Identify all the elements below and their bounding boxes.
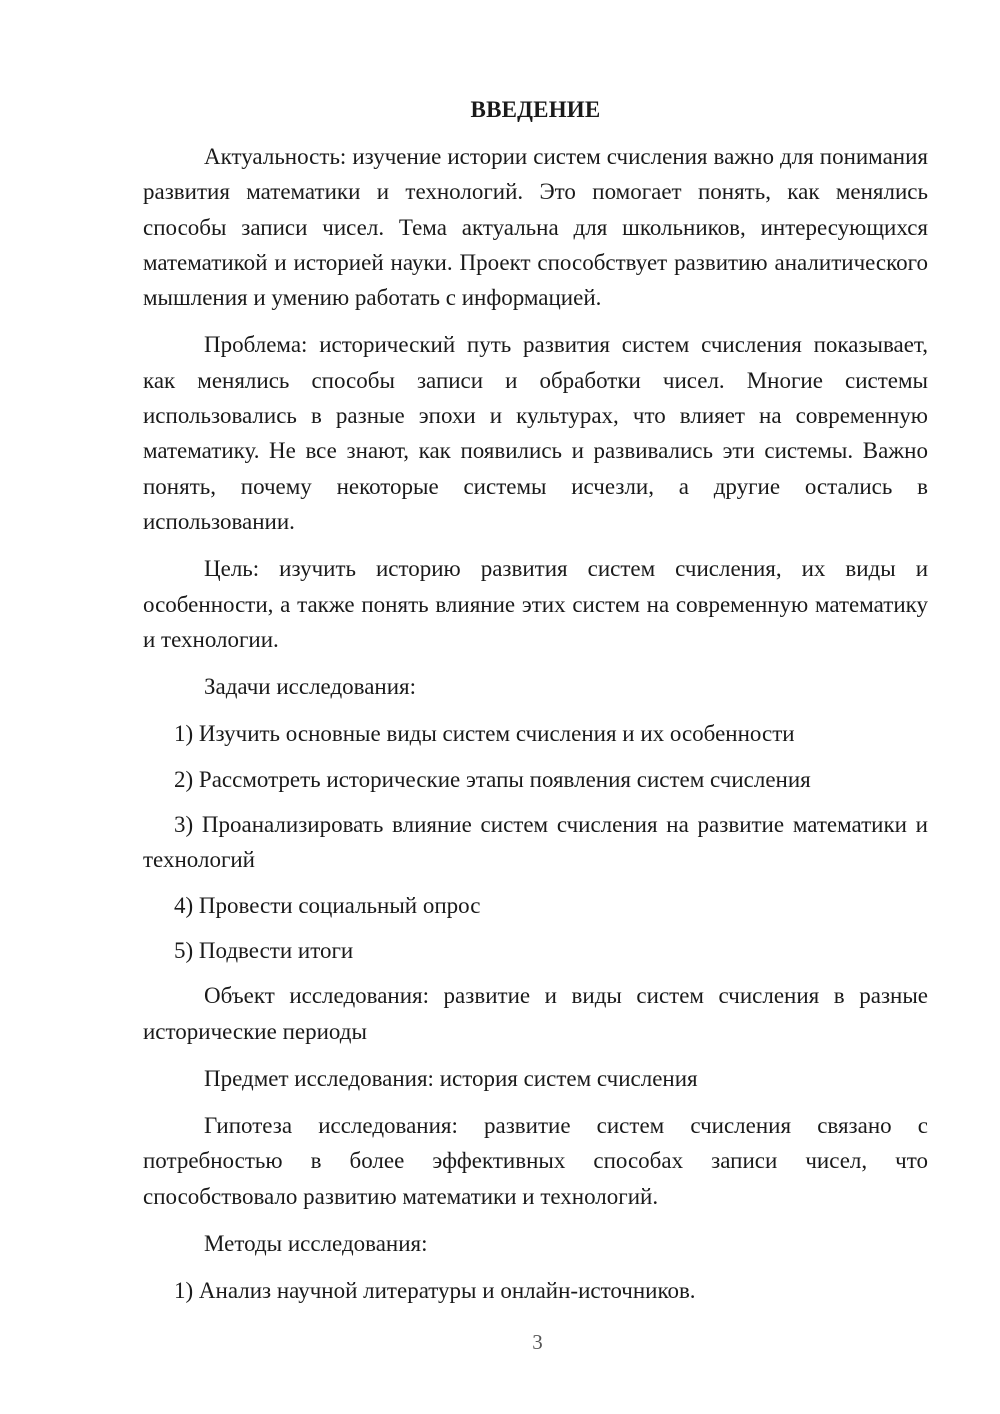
task-item: 2) Рассмотреть исторические этапы появления систем счисления <box>174 766 811 792</box>
tasks-heading: Задачи исследования: <box>204 674 417 700</box>
task-item: 4) Провести социальный опрос <box>174 892 481 918</box>
task-item: 1) Изучить основные виды систем счисления и их особенности <box>174 721 795 747</box>
page-content <box>143 92 928 1319</box>
object-paragraph: Объект исследования: развитие и виды систем счисления в разные исторические периоды <box>143 983 928 1044</box>
task-item: 5) Подвести итоги <box>174 937 354 963</box>
method-item: 1) Анализ научной литературы и онлайн-источников. <box>174 1278 696 1304</box>
section-title: ВВЕДЕНИЕ <box>470 97 601 122</box>
relevance-paragraph: Актуальность: изучение истории систем счисления важно для понимания развития математики и технологий. Это помогает понять, как менялись способы записи чисел. Тема актуальна для школьников, интересующихся математикой и историей науки. Проект способствует развитию аналитического мышления и умению работать с информацией. <box>143 144 928 311</box>
methods-heading: Методы исследования: <box>204 1231 428 1257</box>
hypothesis-paragraph: Гипотеза исследования: развитие систем счисления связано с потребностью в более эффективных способах записи чисел, что способствовало развитию математики и технологий. <box>143 1113 928 1209</box>
task-item: 3) Проанализировать влияние систем счисления на развитие математики и технологий <box>143 812 928 873</box>
goal-paragraph: Цель: изучить историю развития систем счисления, их виды и особенности, а также понять влияние этих систем на современную математику и технологии. <box>143 556 928 652</box>
page-number: 3 <box>532 1330 543 1354</box>
problem-paragraph: Проблема: исторический путь развития систем счисления показывает, как менялись способы записи и обработки чисел. Многие системы использовались в разные эпохи и культурах, что влияет на современную математику. Не все знают, как появились и развивались эти системы. Важно понять, почему некоторые системы исчезли, а другие остались в использовании. <box>143 332 928 534</box>
subject-paragraph: Предмет исследования: история систем счисления <box>204 1065 698 1091</box>
